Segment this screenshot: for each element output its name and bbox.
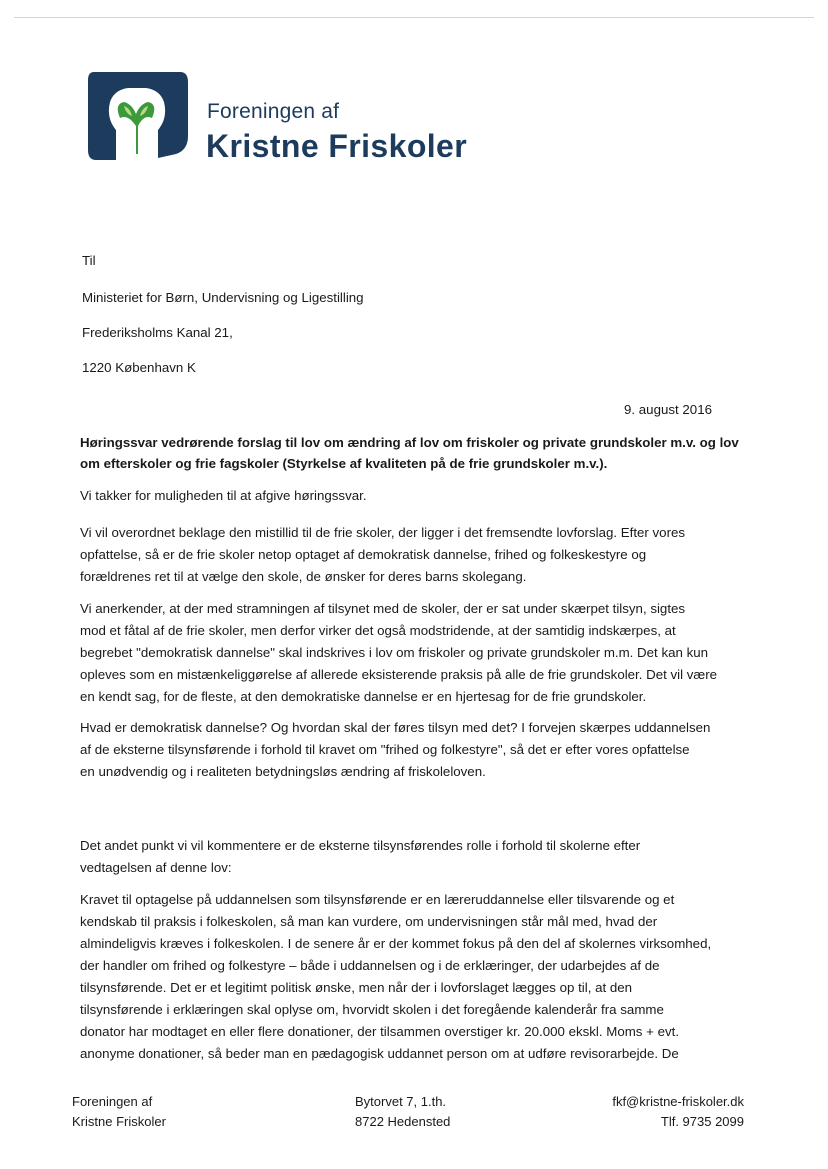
tree-shield-logo-icon bbox=[84, 68, 192, 164]
paragraph-line: en kendt sag, for de fleste, at den demokratiske dannelse er en hjertesag for de frie grundskoler. bbox=[80, 689, 647, 704]
footer-address-city: 8722 Hedensted bbox=[355, 1114, 451, 1129]
paragraph-line: tilsynsførende. Det er et legitimt politisk ønske, men når der i lovforslaget lægges op til, at den bbox=[80, 980, 633, 995]
paragraph-line: begrebet "demokratisk dannelse" skal indskrives i lov om friskoler og private grundskoler m.m. Det kan kun bbox=[80, 645, 709, 660]
paragraph-line: Vi anerkender, at der med stramningen af tilsynet med de skoler, der er sat under skærpet tilsyn, sigtes bbox=[80, 601, 686, 616]
paragraph-line: Hvad er demokratisk dannelse? Og hvordan skal der føres tilsyn med det? I forvejen skærpes uddannelsen bbox=[80, 720, 711, 735]
paragraph-line: vedtagelsen af denne lov: bbox=[80, 860, 232, 875]
org-name-line2: Kristne Friskoler bbox=[206, 128, 468, 164]
paragraph-line: kendskab til praksis i folkeskolen, så man kan vurdere, om undervisningen står mål med, hvad der bbox=[80, 914, 658, 929]
paragraph-line: opfattelse, så er de frie skoler netop optaget af demokratisk dannelse, frihed og folkeskestyre og bbox=[80, 547, 647, 562]
org-name-line1: Foreningen af bbox=[207, 100, 340, 123]
paragraph-4 bbox=[80, 717, 752, 783]
recipient-ministry: Ministeriet for Børn, Undervisning og Ligestilling bbox=[82, 290, 364, 305]
paragraph-line: anonyme donationer, så beder man en pædagogisk uddannet person om at udføre revisorarbejde. De bbox=[80, 1046, 679, 1061]
footer-contact bbox=[592, 1092, 744, 1132]
footer-org-line2: Kristne Friskoler bbox=[72, 1114, 166, 1129]
subject-line: Høringssvar vedrørende forslag til lov om ændring af lov om friskoler og private grundskoler m.v. og lov bbox=[80, 435, 739, 450]
footer-email[interactable]: fkf@kristne-friskoler.dk bbox=[612, 1094, 744, 1109]
recipient-street: Frederiksholms Kanal 21, bbox=[82, 325, 233, 340]
paragraph-line: almindeligvis kræves i folkeskolen. I de senere år er der kommet fokus på den del af skolernes virksomhed, bbox=[80, 936, 712, 951]
paragraph-5 bbox=[80, 835, 752, 879]
page-top-rule bbox=[14, 17, 814, 18]
paragraph-6 bbox=[80, 889, 752, 1065]
footer-org bbox=[72, 1092, 166, 1132]
paragraph-line: Det andet punkt vi vil kommentere er de eksterne tilsynsførendes rolle i forhold til skolerne efter bbox=[80, 838, 641, 853]
paragraph-line: opleves som en mistænkeliggørelse af allerede eksisterende praksis på alle de frie grundskoler. Det vil være bbox=[80, 667, 718, 682]
footer-address-street: Bytorvet 7, 1.th. bbox=[355, 1094, 447, 1109]
paragraph-line: tilsynsførende i erklæringen skal oplyse om, hvorvidt skolen i det foregående kalenderår fra samme bbox=[80, 1002, 664, 1017]
paragraph-line: af de eksterne tilsynsførende i forhold til kravet om "frihed og folkestyre", så det er efter vores opfattelse bbox=[80, 742, 690, 757]
paragraph-line: mod et fåtal af de frie skoler, men derfor virker det også modstridende, at der samtidig indskærpes, at bbox=[80, 623, 676, 638]
footer-org-line1: Foreningen af bbox=[72, 1094, 153, 1109]
paragraph-line: Vi vil overordnet beklage den mistillid til de frie skoler, der ligger i det fremsendte lovforslag. Efter vores bbox=[80, 525, 686, 540]
paragraph-1 bbox=[80, 485, 752, 507]
recipient-to: Til bbox=[82, 253, 96, 268]
letter-subject bbox=[80, 432, 752, 474]
paragraph-line: der handler om frihed og folkestyre – både i uddannelsen og i de erklæringer, der udarbejdes af de bbox=[80, 958, 660, 973]
footer-phone: Tlf. 9735 2099 bbox=[660, 1114, 744, 1129]
paragraph-line: donator har modtaget en eller flere donationer, der tilsammen overstiger kr. 20.000 ekskl. Moms + evt. bbox=[80, 1024, 680, 1039]
paragraph-line: Kravet til optagelse på uddannelsen som tilsynsførende er en læreruddannelse eller tilsvarende og et bbox=[80, 892, 675, 907]
subject-line: om efterskoler og frie fagskoler (Styrkelse af kvaliteten på de frie grundskoler m.v.). bbox=[80, 456, 608, 471]
paragraph-line: Vi takker for muligheden til at afgive høringssvar. bbox=[80, 488, 367, 503]
recipient-city: 1220 København K bbox=[82, 360, 196, 375]
paragraph-line: forældrenes ret til at vælge den skole, de ønsker for deres barns skolegang. bbox=[80, 569, 527, 584]
paragraph-line: en unødvendig og i realiteten betydningsløs ændring af friskoleloven. bbox=[80, 764, 486, 779]
letter-date: 9. august 2016 bbox=[624, 402, 712, 417]
footer-address bbox=[355, 1092, 450, 1132]
paragraph-3 bbox=[80, 598, 752, 708]
paragraph-2 bbox=[80, 522, 752, 588]
